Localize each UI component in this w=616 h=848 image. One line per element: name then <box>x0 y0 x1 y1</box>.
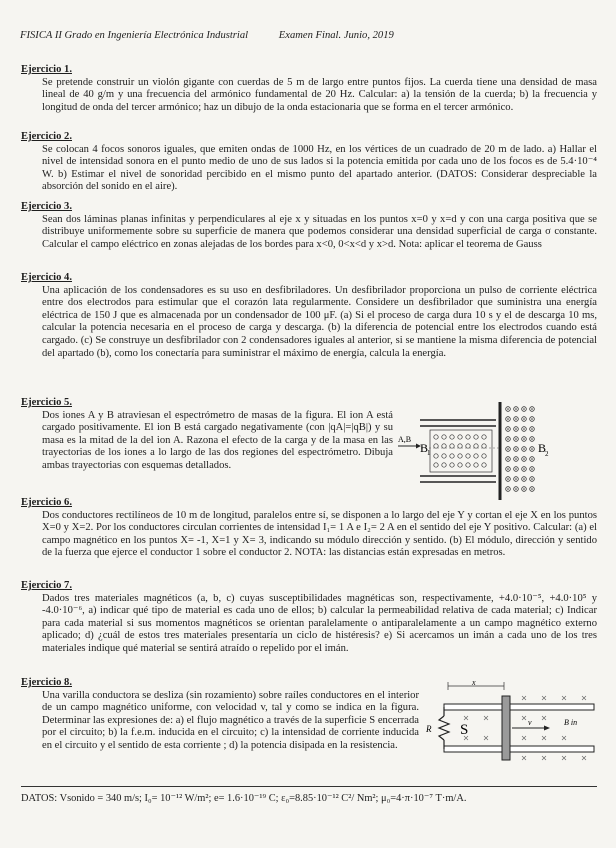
field-b1-region <box>430 430 492 472</box>
label-ab: A,B <box>398 435 412 444</box>
exercise-title: Ejercicio 3. <box>21 201 72 212</box>
lower-rail <box>444 746 594 752</box>
label-s: S <box>460 722 469 738</box>
exercise-title: Ejercicio 5. <box>21 397 72 408</box>
footer-rule <box>21 786 597 787</box>
course-title: FISICA II Grado en Ingeniería Electrónica Industrial <box>20 30 249 41</box>
datos-line: DATOS: Vsonido = 340 m/s; I₀= 10⁻¹² W/m²; e= 1.6·10⁻¹⁹ C; ε₀=8.85·10⁻¹² C²/ Nm²; μ₀=4·π·10⁻⁷ T·m/A. <box>21 793 467 804</box>
label-v: v <box>528 718 532 727</box>
exercise-1 <box>21 64 597 114</box>
exercise-title: Ejercicio 6. <box>21 497 72 508</box>
sliding-rod-figure <box>424 680 598 776</box>
sliding-rod <box>502 696 510 760</box>
label-b1-sub: 1 <box>427 449 431 457</box>
label-x: x <box>472 680 476 687</box>
label-r: R <box>426 724 432 734</box>
label-b1: B <box>420 441 429 455</box>
label-b-in: B in <box>564 718 578 727</box>
page-header <box>20 30 394 41</box>
exercise-6 <box>21 497 597 560</box>
exercise-4 <box>21 272 597 360</box>
exercise-title: Ejercicio 8. <box>21 677 72 688</box>
exercise-text: Se colocan 4 focos sonoros iguales, que emiten ondas de 1000 Hz, en los vértices de un cuadrado de 20 m de lado. a) Hallar el nivel de intensidad sonora en el punto medio de uno de sus lados si la potencia emitida por cada uno de los focos es de 5.4·10⁻⁴ W. b) Estimar el nivel de sonoridad percibido en el mismo punto del apartado anterior. (DATOS: Considerar despreciable la absorción del sonido en el aire). <box>42 143 597 193</box>
exercise-title: Ejercicio 1. <box>21 64 72 75</box>
upper-rail <box>444 704 594 710</box>
exercise-text: Dos conductores rectilíneos de 10 m de longitud, paralelos entre sí, se disponen a lo largo del eje Y y cortan el eje X en los puntos X=0 y X=2. Por los conductores circulan corrientes de intensidad I₁= 1 A e I₂= 2 A en el sentido del eje Y positivo. Calcular: (a) el campo magnético en los puntos X= -1, X=1 y X= 3, indicando su módulo dirección y sentido. (b) El módulo, dirección y sentido de la fuerza que ejerce el conductor 1 sobre el conductor 2. NOTA: las distancias están expresadas en metros. <box>42 509 597 559</box>
exercise-5 <box>21 397 393 473</box>
exercise-3 <box>21 201 597 251</box>
exercise-text: Dos iones A y B atraviesan el espectrómetro de masas de la figura. El ion A está cargado positivamente. El ion B está cargado negativamente (con |qA|=|qB|) y su masa es la mitad de la del ion A. Razona el efecto de la carga y de la masa en las trayectorias de los iones a lo largo de las dos regiones del espectrómetro. Dibuja ambas trayectorias con esquemas detallados. <box>42 409 393 471</box>
exercise-text: Sean dos láminas planas infinitas y perpendiculares al eje x y situadas en los puntos x=0 y x=d y con una carga positiva que se distribuye uniformemente sobre su superficie de manera que podemos considerar una densidad superficial de carga σ constante. Calcular el campo eléctrico en zonas alejadas de los bordes para x<0, 0<x<d y x>d. Nota: aplicar el teorema de Gauss <box>42 213 597 250</box>
exercise-text: Una aplicación de los condensadores es su uso en desfibriladores. Un desfibrilador proporciona un pulso de corriente eléctrica entre dos electrodos para estimular que el corazón lata regularmente. Considere un desfibrilador que suministra una energía eléctrica de 150 J que es almacenada por un condensador de 100 μF. (a) Si el proceso de carga dura 10 s y el de descarga 10 ms, calcular la potencia necesaria en el proceso de carga y descarga. (b) la diferencia de potencial entre los electrodos cuando está cargado. (c) Se construye un desfibrilador con 2 condensadores iguales al anterior, si se mantiene la misma diferencia de potencial del apartado (b), como los conectaría para suministrar el máximo de energía, calcula la energía. <box>42 284 597 359</box>
exam-title: Examen Final. Junio, 2019 <box>278 30 394 41</box>
exercise-title: Ejercicio 2. <box>21 131 72 142</box>
exercise-text: Dados tres materiales magnéticos (a, b, c) cuyas susceptibilidades magnéticas son, respectivamente, +4.0·10⁻⁵, +4.0·10⁵ y -4.0·10⁻⁶, a) indicar qué tipo de material es cada uno de ellos; b) calcular la permeabilidad relativa de cada material; c) Indicar para cada material si sus momentos magnéticos se orientan paralelamente o antiparalelamente a un campo magnético externo aplicado; d) ¿cuál de estos tres materiales presentaría un ciclo de histéresis? e) Si acercamos un imán a cada uno de los tres materiales indique qué material se sentirá atraído o repelido por el imán. <box>42 592 597 654</box>
exercise-2 <box>21 131 597 194</box>
label-b2: B <box>538 441 547 455</box>
mass-spectrometer-figure <box>396 400 596 502</box>
exercise-title: Ejercicio 4. <box>21 272 72 283</box>
exercise-text: Se pretende construir un violón gigante con cuerdas de 5 m de largo entre puntos fijos. La cuerda tiene una densidad de masa lineal de 40 g/m y una frecuencia del armónico fundamental de 20 Hz. Calcular: a) la tensión de la cuerda; b) la frecuencia y longitud de onda del tercer armónico; haz un dibujo de la onda estacionaria que se forma en el tercer armónico. <box>42 76 597 113</box>
exercise-7 <box>21 580 597 656</box>
exercise-text: Una varilla conductora se desliza (sin rozamiento) sobre raíles conductores en el interior de un campo magnético uniforme, con velocidad v, tal y como se indica en la figura. Determinar las expresiones de: a) el flujo magnético a través de la superficie S encerrada por el circuito; b) la f.e.m. inducida en el circuito; c) la intensidad de corriente inducida en el circuito y el sentido de esta corriente ; d) la potencia disipada en la resistencia. <box>42 689 419 751</box>
label-b2-sub: 2 <box>545 450 549 458</box>
exercise-title: Ejercicio 7. <box>21 580 72 591</box>
resistor <box>439 716 449 740</box>
exercise-8 <box>21 677 419 753</box>
